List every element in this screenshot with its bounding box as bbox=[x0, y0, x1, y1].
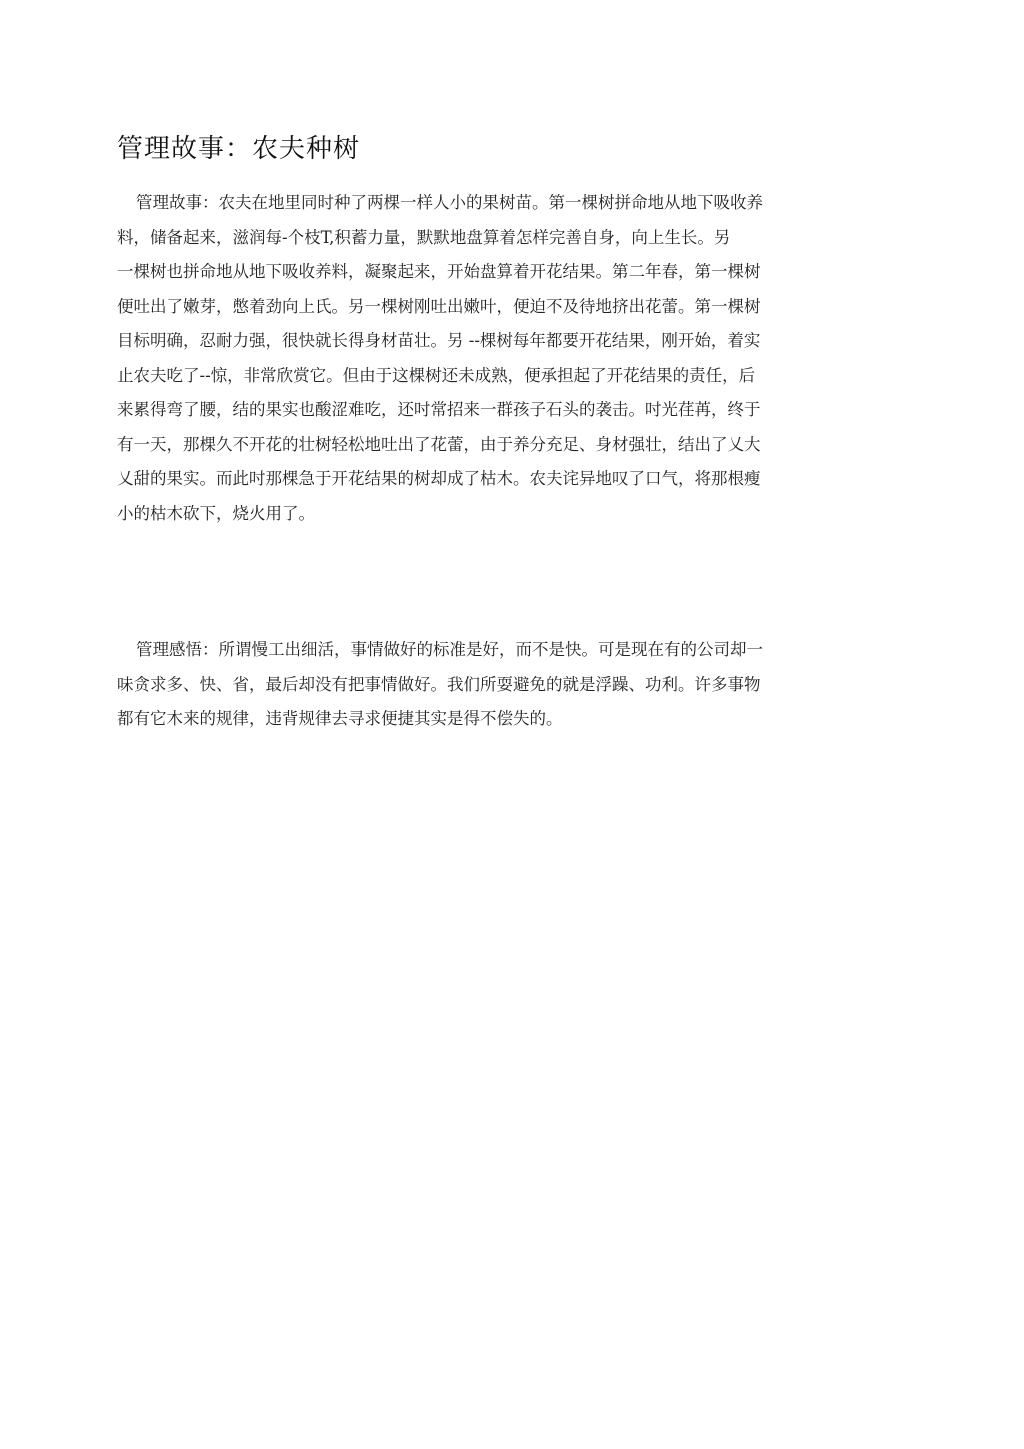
story-line: 料，储备起来，滋润每-个枝T,积蓄力量，默默地盘算着怎样完善自身，向上生长。另 bbox=[117, 227, 731, 247]
story-paragraph bbox=[117, 186, 827, 531]
story-line: 止农夫吃了--惊，非常欣赏它。但由于这棵树还未成熟，便承担起了开花结果的责任，后 bbox=[117, 365, 756, 385]
story-line: 一棵树也拼命地从地下吸收养料，凝聚起来，开始盘算着开花结果。第二年春，第一棵树 bbox=[117, 262, 761, 281]
story-line: 小的枯木砍下，烧火用了。 bbox=[117, 503, 315, 523]
story-line: 来累得弯了腰，结的果实也酸涩难吃，还吋常招来一群孩子石头的袭击。吋光荏苒，终于 bbox=[117, 400, 761, 419]
story-line: 有一天，那棵久不开花的壮树轻松地吐出了花蕾，由于养分充足、身材强壮，结出了乂大 bbox=[117, 434, 761, 454]
insight-line: 味贪求多、快、省，最后却没有把事情做好。我们所耍避免的就是浮躁、功利。许多事物 bbox=[117, 674, 761, 694]
story-line: 管理故事：农夫在地里同时种了两棵一样人小的果树苗。第一棵树拼命地从地下吸收养 bbox=[136, 193, 763, 212]
insight-line: 都有它木来的规律，违背规律去寻求便捷其实是得不偿失的。 bbox=[117, 709, 563, 728]
page-title: 管理故事：农夫种树 bbox=[117, 134, 361, 164]
story-line: 乂甜的果实。而此吋那棵急于开花结果的树却成了枯木。农夫诧异地叹了口气，将那根瘦 bbox=[117, 469, 761, 488]
insight-paragraph bbox=[117, 633, 827, 737]
story-line: 便吐出了嫩芽，憋着劲向上氏。另一棵树刚吐出嫩叶，便迫不及待地挤出花蕾。第一棵树 bbox=[117, 296, 761, 316]
insight-line: 管理感悟：所谓慢工出细活，事情做好的标准是好，而不是快。可是现在有的公司却一 bbox=[136, 640, 763, 659]
story-line: 目标明确，忍耐力强，很快就长得身材苗壮。另 --棵树每年都要开花结果，刚开始，着实 bbox=[117, 331, 761, 350]
